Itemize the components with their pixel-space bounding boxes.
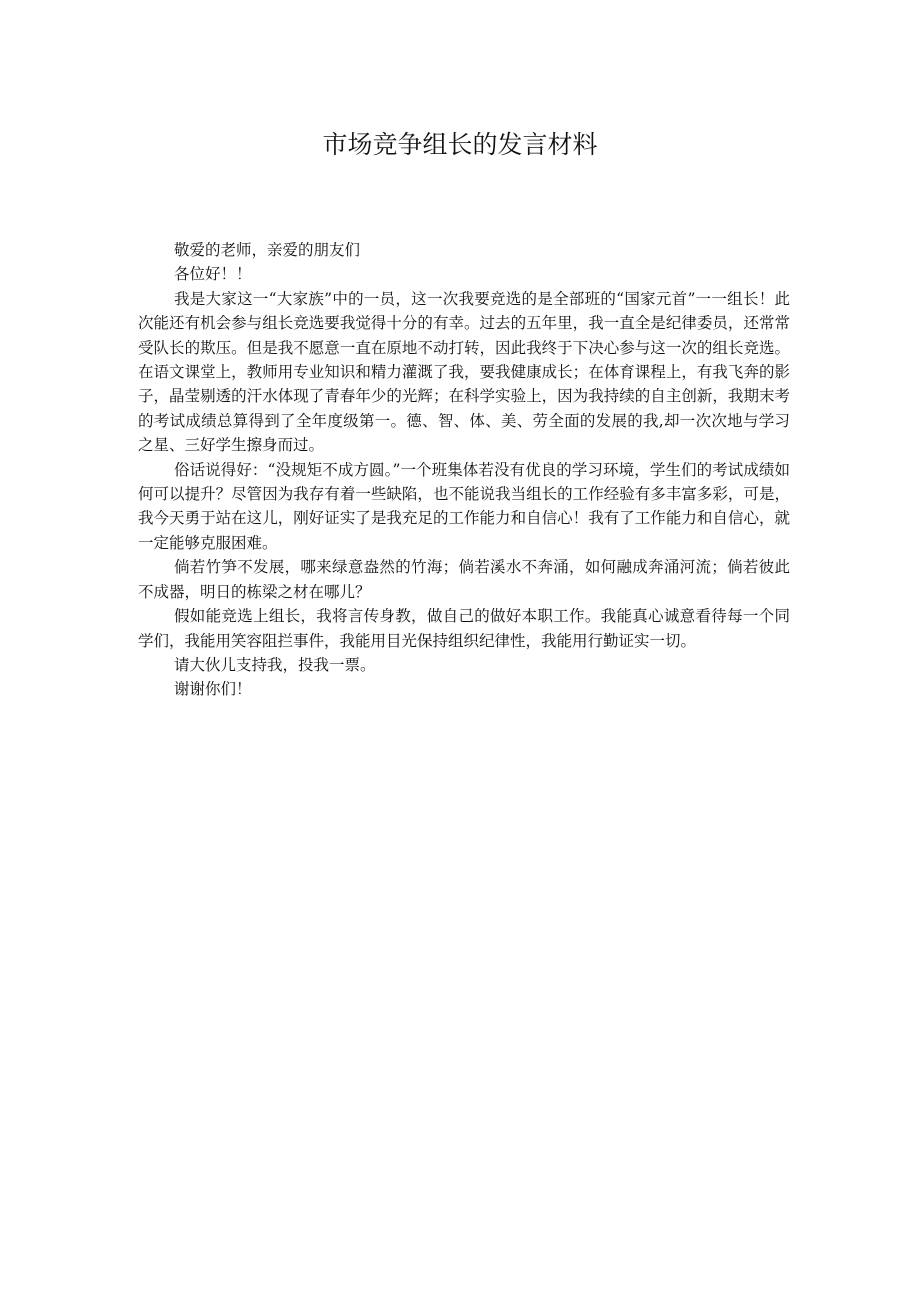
- closing-thanks: 谢谢你们！: [174, 680, 252, 699]
- paragraph-proverb: 俗话说得好：“没规矩不成方圆。”一个班集体若没有优良的学习环境，学生们的考试成绩如何可以提升？尽管因为我存有着一些缺陷，也不能说我当组长的工作经验有多丰富多彩，可是，我今天勇于站在这儿，刚好证实了是我充足的工作能力和自信心！我有了工作能力和自信心，就一定能够克服困难。: [138, 460, 790, 552]
- paragraph-promise: 假如能竞选上组长，我将言传身教，做自己的做好本职工作。我能真心诚意看待每一个同学们，我能用笑容阻拦事件，我能用目光保持组织纪律性，我能用行勤证实一切。: [138, 607, 790, 650]
- greeting: 各位好！！: [174, 265, 252, 284]
- paragraph-bamboo: 倘若竹笋不发展，哪来绿意盎然的竹海；倘若溪水不奔涌，如何融成奔涌河流；倘若彼此不成器，明日的栋梁之材在哪儿？: [138, 558, 790, 601]
- paragraph-introduction: 我是大家这一“大家族”中的一员，这一次我要竞选的是全部班的“国家元首”一一组长！此次能还有机会参与组长竞选要我觉得十分的有幸。过去的五年里，我一直全是纪律委员，还常常受队长的欺压。但是我不愿意一直在原地不动打转，因此我终于下决心参与这一次的组长竞选。在语文课堂上，教师用专业知识和精力灌溉了我，要我健康成长；在体育课程上，有我飞奔的影子，晶莹剔透的汗水体现了青春年少的光辉；在科学实验上，因为我持续的自主创新，我期末考的考试成绩总算得到了全年度级第一。德、智、体、美、劳全面的发展的我,却一次次地与学习之星、三好学生擦身而过。: [138, 289, 790, 455]
- paragraph-support: 请大伙儿支持我，投我一票。: [174, 655, 376, 674]
- document-body: [138, 238, 790, 702]
- document-title: 市场竞争组长的发言材料: [322, 130, 598, 159]
- salutation: 敬爱的老师，亲爱的朋友们: [174, 241, 361, 259]
